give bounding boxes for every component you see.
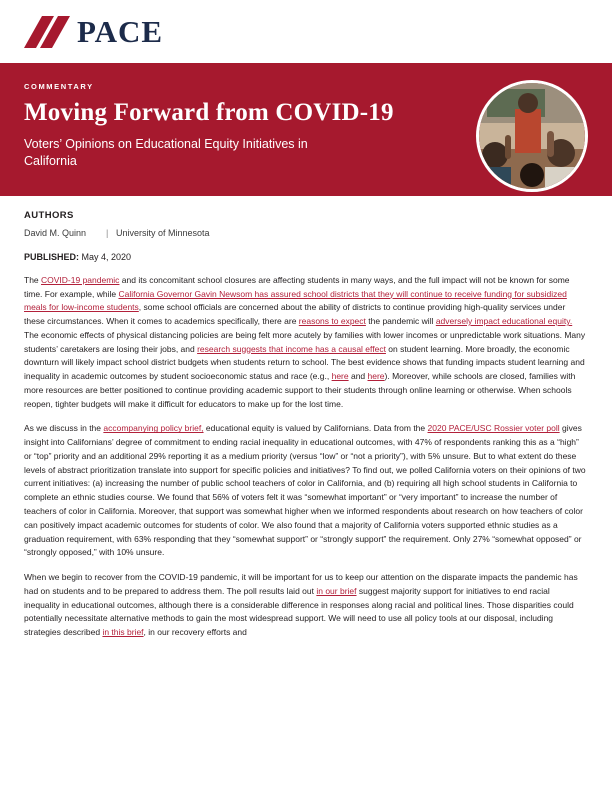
published-date: May 4, 2020: [81, 251, 132, 262]
masthead: [0, 0, 612, 66]
body-link[interactable]: accompanying policy brief,: [103, 423, 204, 434]
article-body: [0, 196, 612, 640]
published-line: [24, 252, 588, 262]
body-paragraph: [24, 422, 588, 560]
hero-banner: [0, 66, 612, 196]
body-link[interactable]: in our brief: [316, 585, 357, 596]
body-text: , some school officials are concerned about the ability of districts to continue providing high-quality services under these circumstances. When it comes to academics specifically, there are: [24, 302, 566, 327]
body-text: educational equity is valued by Californians. Data from the: [203, 423, 428, 434]
body-link[interactable]: research suggests that income has a causal effect: [197, 343, 386, 354]
author-separator: |: [106, 228, 109, 238]
body-paragraph: [24, 571, 588, 640]
body-link[interactable]: COVID-19 pandemic: [41, 274, 120, 285]
author-name: David M. Quinn: [24, 228, 87, 238]
kicker-label: COMMENTARY: [24, 82, 94, 91]
body-link[interactable]: 2020 PACE/USC Rossier voter poll: [427, 423, 560, 434]
logo-text: PACE: [77, 13, 164, 49]
page-title: Moving Forward from COVID-19: [24, 99, 394, 126]
paragraph-list: [24, 274, 588, 640]
published-label: PUBLISHED:: [24, 251, 80, 262]
hero-photo: [476, 80, 588, 192]
body-link[interactable]: adversely impact educational equity.: [435, 316, 573, 327]
body-text: on student learning. More broadly, the economic downturn will likely impact school district budgets when students return to school. The best evidence shows that funding impacts student learning and inequality in academic outcomes by student socioeconomic status and race (e.g.,: [24, 343, 585, 382]
body-text: the pandemic will: [365, 316, 436, 327]
body-link[interactable]: here: [331, 371, 349, 382]
author-affiliation: University of Minnesota: [116, 228, 210, 238]
body-link[interactable]: reasons to expect: [298, 316, 366, 327]
pace-logo[interactable]: [24, 14, 163, 50]
pace-chevron-logo-icon: [24, 16, 70, 48]
body-text: and its concomitant school closures are affecting students in many ways, and the full impact will not be known for some time. For example, while: [24, 274, 570, 299]
body-text: and: [348, 371, 368, 382]
body-link[interactable]: here: [367, 371, 385, 382]
body-text: As we discuss in the: [24, 423, 104, 434]
body-text: The economic effects of physical distancing policies are being felt more acutely by families with lower incomes or unpredictable work situations. Many students’ caretakers are losing their jobs, and: [24, 329, 586, 354]
author-entry: [24, 227, 588, 240]
body-text: suggest majority support for initiatives to end racial inequality in educational outcomes, although there is a considerable difference in responses along racial and political lines. Those disparities could potentially necessitate alternative methods to gain the most widespread support. We will need to use all policy tools at our disposal, including strategies described: [24, 585, 574, 638]
body-paragraph: [24, 274, 588, 412]
page-subtitle: Voters’ Opinions on Educational Equity Initiatives in California: [24, 137, 308, 168]
body-text: When we begin to recover from the COVID-19 pandemic, it will be important for us to keep our attention on the disparate impacts the pandemic has had on students and to be prepared to address them. The poll results laid out: [24, 572, 578, 596]
body-text: gives insight into Californians’ degree of commitment to ending racial inequality in educational outcomes, with 47% of respondents ranking this as a “high” or “top” priority and an additional 29% reporting it as a medium priority (versus “low” or “not a priority”), with 5% unsure. But to what extent do these levels of abstract prioritization translate into support for specific policies and initiatives? To find out, we polled California voters on their opinions of two current initiatives: (a) increasing the number of public school teachers of color in California, and (b) requiring all high school students in California to complete an ethnic studies course. We found that 56% of voters felt it was “somewhat important” or “very important” to increase the number of teachers of color in California. Moreover, that support was somewhat higher when we informed respondents about research on how teachers of color can positively impact academic outcomes for students of color. We also found that a majority of California voters supported ethnic studies as a graduation requirement, with 63% responding that they “somewhat support” or “strongly support” the requirement. Only 27% “somewhat opposed” or “strongly opposed,” with 10% unsure.: [24, 423, 586, 558]
body-text: ). Moreover, while schools are closed, families with more resources are better positioned to continue providing academic support to their students through online learning or otherwise. When schools reopen, tighter budgets will make it difficult for educators to make up for the lost time.: [24, 371, 576, 409]
body-link[interactable]: in this brief: [102, 627, 144, 638]
authors-label: AUTHORS: [24, 210, 74, 221]
body-text: , in our recovery efforts and: [143, 627, 247, 638]
body-link[interactable]: California Governor Gavin Newsom has assured school districts that they will continue to receive funding for subsidized meals for low-income students: [24, 288, 567, 313]
classroom-photo-illustration: [479, 83, 585, 189]
body-text: The: [24, 274, 42, 285]
